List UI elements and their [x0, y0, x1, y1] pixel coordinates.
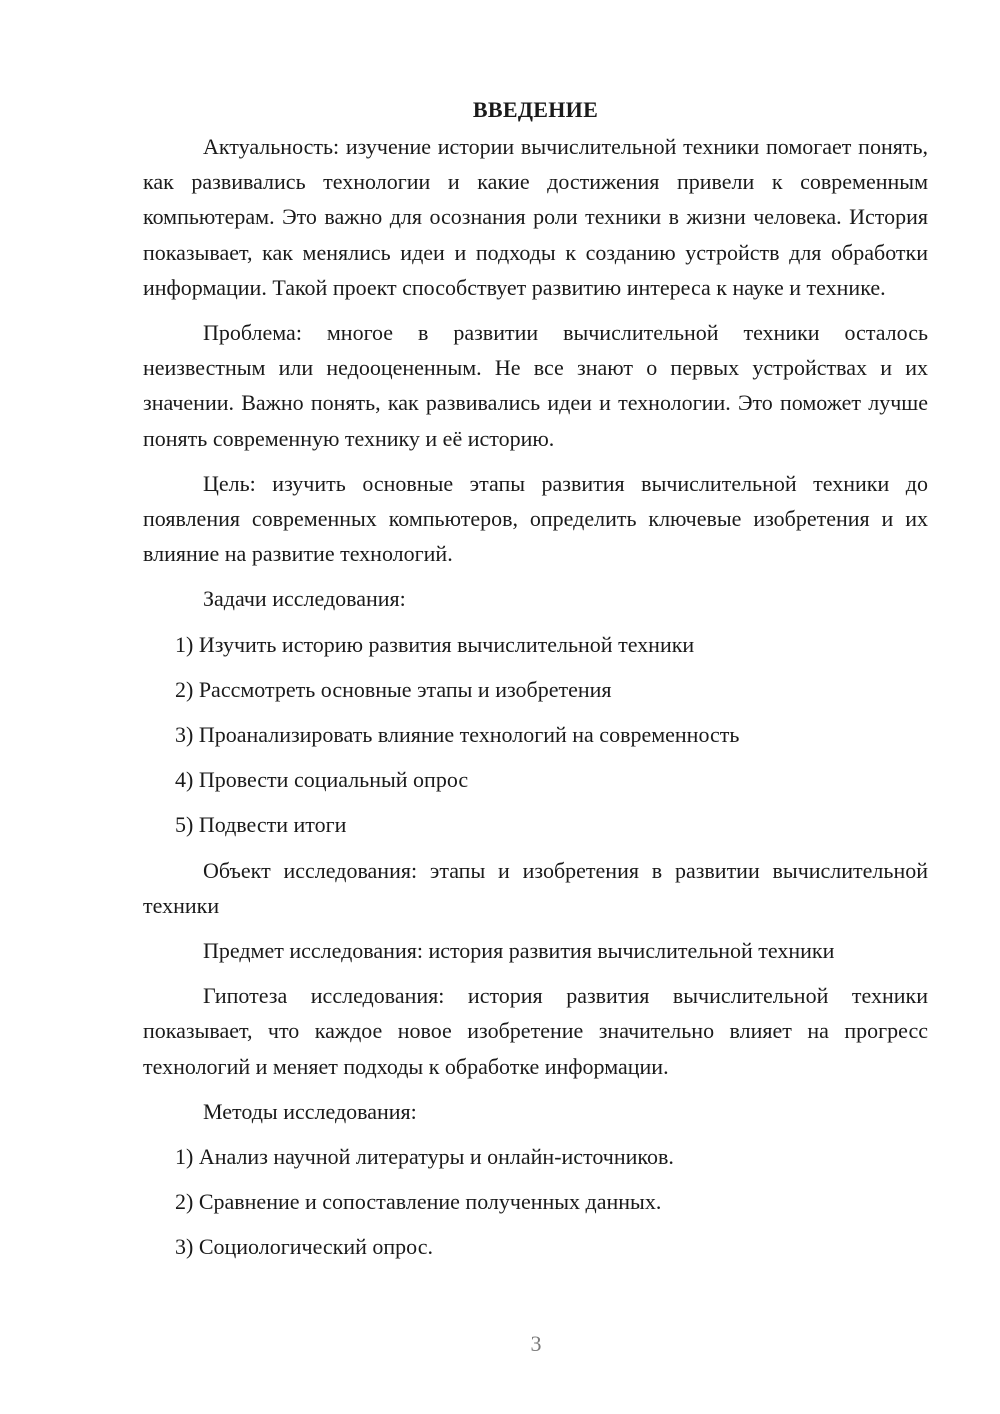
document-page: [143, 95, 928, 1275]
goal-paragraph: Цель: изучить основные этапы развития вычислительной техники до появления современных компьютеров, определить ключевые изобретения и их влияние на развитие технологий.: [143, 470, 928, 567]
method-item: 3) Социологический опрос.: [175, 1234, 433, 1260]
methods-label: Методы исследования:: [203, 1098, 417, 1124]
task-item: 5) Подвести итоги: [175, 812, 347, 838]
task-item: 2) Рассмотреть основные этапы и изобретения: [175, 676, 612, 702]
tasks-label: Задачи исследования:: [203, 586, 406, 612]
subject-paragraph: Предмет исследования: история развития вычислительной техники: [203, 938, 835, 964]
tasks-list: [143, 627, 928, 843]
method-item: 1) Анализ научной литературы и онлайн-источников.: [175, 1144, 674, 1170]
methods-list: [143, 1139, 928, 1265]
object-paragraph: Объект исследования: этапы и изобретения в развитии вычислительной техники: [143, 857, 928, 918]
page-number: 3: [530, 1331, 542, 1356]
method-item: 2) Сравнение и сопоставление полученных данных.: [175, 1189, 662, 1215]
relevance-paragraph: Актуальность: изучение истории вычислительной техники помогает понять, как развивались технологии и какие достижения привели к современным компьютерам. Это важно для осознания роли техники в жизни человека. История показывает, как менялись идеи и подходы к созданию устройств для обработки информации. Такой проект способствует развитию интереса к науке и технике.: [143, 134, 928, 300]
problem-paragraph: Проблема: многое в развитии вычислительной техники осталось неизвестным или недооцененным. Не все знают о первых устройствах и их значении. Важно понять, как развивались идеи и технологии. Это поможет лучше понять современную технику и её историю.: [143, 320, 928, 451]
hypothesis-paragraph: Гипотеза исследования: история развития вычислительной техники показывает, что каждое новое изобретение значительно влияет на прогресс технологий и меняет подходы к обработке информации.: [143, 983, 928, 1079]
section-heading: ВВЕДЕНИЕ: [472, 97, 599, 122]
task-item: 1) Изучить историю развития вычислительной техники: [175, 631, 695, 657]
task-item: 4) Провести социальный опрос: [175, 767, 469, 793]
task-item: 3) Проанализировать влияние технологий на современность: [175, 722, 740, 748]
